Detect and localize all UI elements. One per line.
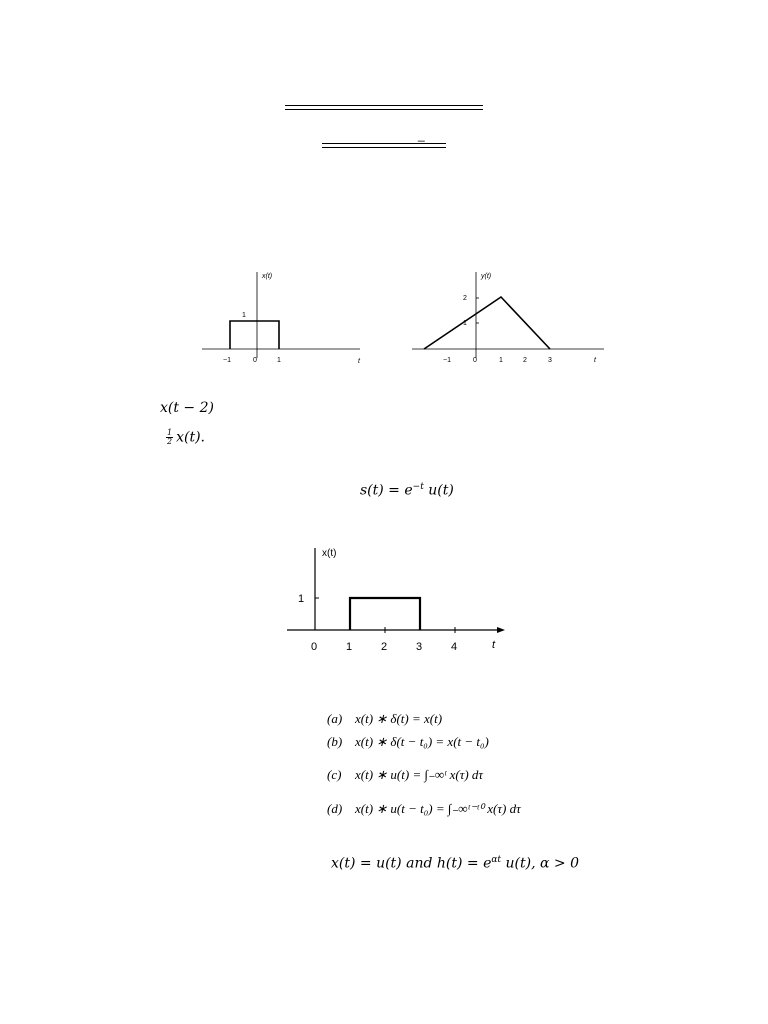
title-rule-top-1 <box>285 105 483 106</box>
equation-step-response <box>360 483 454 498</box>
tick-label: 2 <box>381 641 388 653</box>
fraction-numerator: 1 <box>167 428 173 437</box>
final-exponent: αt <box>491 855 502 865</box>
x-axis-label: t <box>594 357 596 364</box>
y-axis-label: x(t) <box>262 273 273 280</box>
triangle-trace <box>424 297 550 349</box>
equation-half <box>166 429 205 446</box>
tick-label: 1 <box>346 641 353 653</box>
equation-final <box>331 856 579 871</box>
property-b <box>327 735 489 748</box>
subtitle-rule-2 <box>322 147 446 148</box>
y-axis-label: y(t) <box>481 273 492 280</box>
step-response-tail: u(t) <box>428 482 454 499</box>
tick-label: 1 <box>499 357 503 364</box>
property-d <box>327 802 521 815</box>
underscore-mark: _ <box>418 128 425 142</box>
y-tick-label: 1 <box>463 320 467 327</box>
property-label: (c) <box>327 767 342 782</box>
tick-label: 1 <box>277 357 281 364</box>
step-response-exponent: −t <box>412 482 424 492</box>
subtitle-rule-1 <box>322 143 446 144</box>
step-response-main: s(t) = e <box>360 482 413 499</box>
property-label: (b) <box>327 734 343 749</box>
chart-x-pulse <box>196 268 366 368</box>
tick-label: 4 <box>451 641 458 653</box>
pulse-trace <box>350 598 420 630</box>
fraction-denominator: 2 <box>167 437 173 446</box>
y-tick-label: 2 <box>463 295 467 302</box>
tick-label: −1 <box>443 357 451 364</box>
chart-y-triangle <box>408 268 608 368</box>
fraction-half <box>166 429 173 446</box>
final-tail: u(t), α > 0 <box>505 855 579 872</box>
pulse-trace <box>230 321 279 349</box>
tick-label: 0 <box>253 357 257 364</box>
title-rule-top-2 <box>285 109 483 110</box>
property-text: x(t) ∗ δ(t) = x(t) <box>355 711 443 726</box>
tick-label: 3 <box>548 357 552 364</box>
tick-label: 2 <box>523 357 527 364</box>
property-text: x(t) ∗ u(t − t₀) = ∫₋∞ᵗ⁻ᵗ⁰ x(τ) dτ <box>355 801 521 816</box>
property-label: (a) <box>327 711 343 726</box>
final-main: x(t) = u(t) and h(t) = e <box>331 855 492 872</box>
property-c <box>327 768 483 781</box>
equation-shift: x(t − 2) <box>160 400 214 416</box>
x-axis-label: t <box>492 639 496 651</box>
property-text: x(t) ∗ u(t) = ∫₋∞ᵗ x(τ) dτ <box>355 767 484 782</box>
x-axis-arrow <box>497 627 505 633</box>
chart-pulse-1-3 <box>285 542 515 662</box>
tick-label: 3 <box>416 641 423 653</box>
y-axis-label: x(t) <box>322 548 337 559</box>
property-label: (d) <box>327 801 343 816</box>
equation-half-rest: x(t). <box>176 429 205 446</box>
x-axis-label: t <box>358 358 360 365</box>
tick-label: −1 <box>223 357 231 364</box>
property-text: x(t) ∗ δ(t − t₀) = x(t − t₀) <box>355 734 489 749</box>
level-label: 1 <box>242 312 246 319</box>
tick-label: 0 <box>473 357 477 364</box>
property-a <box>327 712 442 725</box>
level-label: 1 <box>298 593 305 605</box>
tick-label: 0 <box>311 641 318 653</box>
